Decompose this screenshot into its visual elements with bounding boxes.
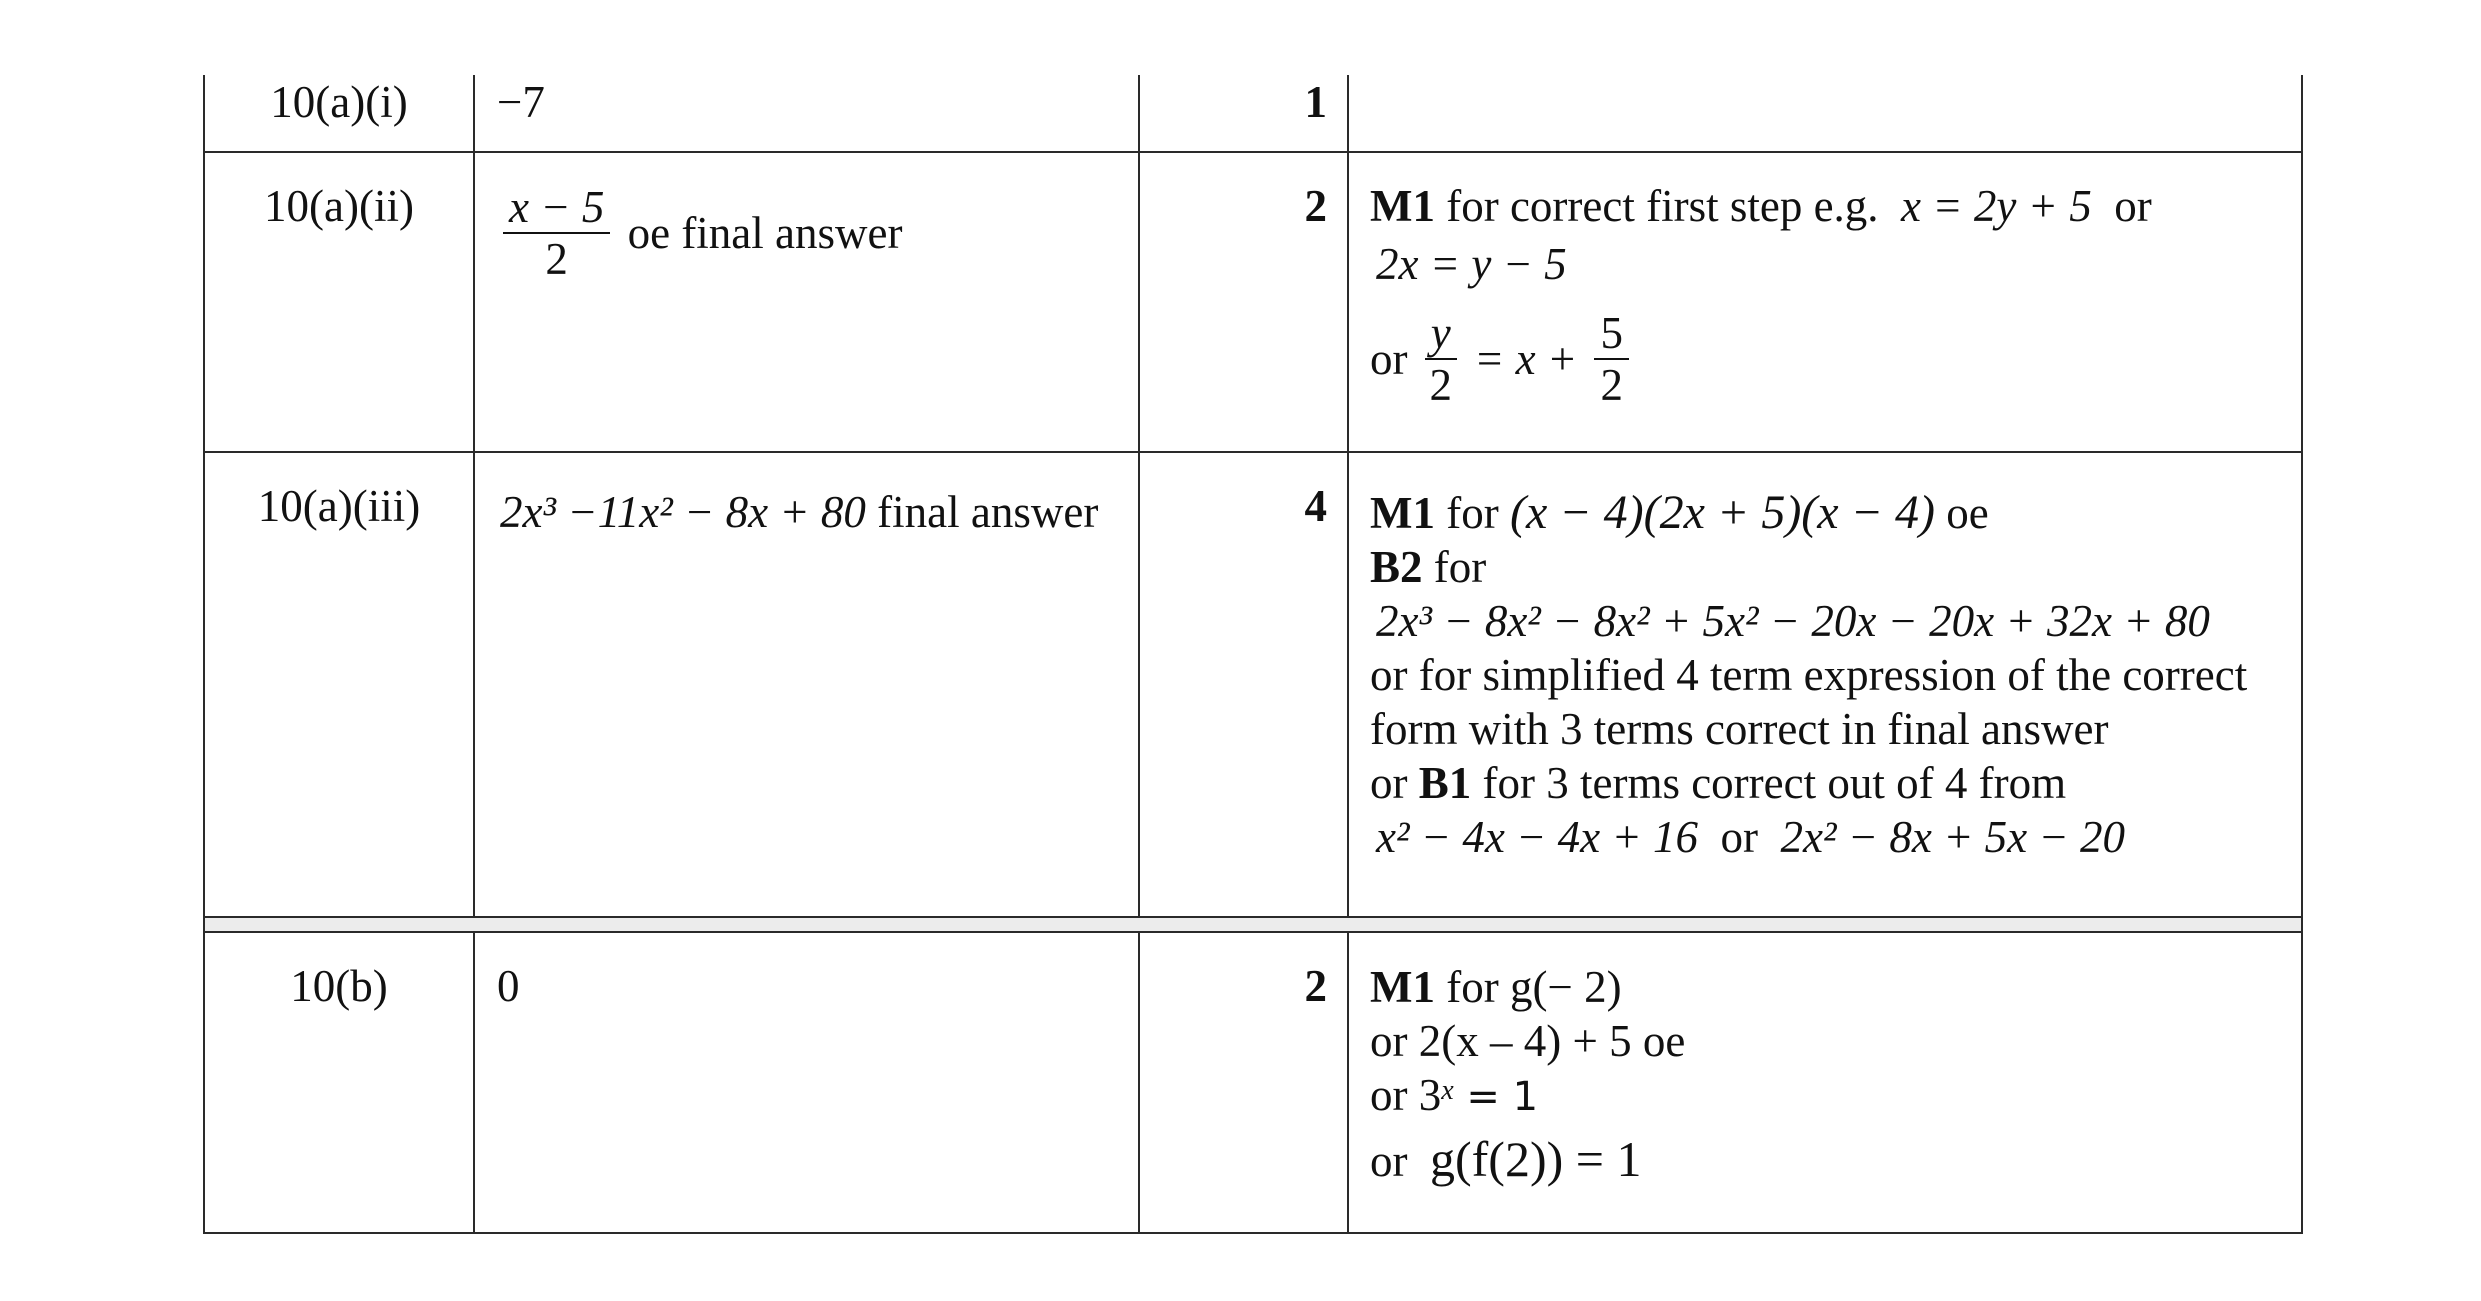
fraction-numerator: y: [1425, 308, 1457, 360]
math-expression: (x − 4)(2x + 5)(x − 4): [1509, 486, 1935, 539]
mark-code: M1: [1370, 962, 1435, 1012]
guidance-text: for g(− 2): [1446, 962, 1622, 1012]
math-expression: g(f(2)) = 1: [1430, 1131, 1642, 1187]
guidance-line: [1370, 960, 2290, 1014]
mark-code: M1: [1370, 181, 1435, 231]
guidance-or: or: [1720, 812, 1759, 862]
fraction-denominator: 2: [1429, 360, 1452, 410]
answer-suffix: final answer: [877, 487, 1099, 537]
guidance-text: for: [1433, 542, 1487, 592]
guidance-or: or: [2114, 181, 2152, 231]
question-number: 10(a)(ii): [264, 181, 414, 231]
question-number: 10(a)(i): [270, 77, 408, 127]
marks-value: 1: [1304, 77, 1327, 127]
guidance-text: form with 3 terms correct in final answer: [1370, 704, 2109, 754]
fraction-denominator: 2: [1600, 360, 1623, 410]
row-divider-1: [203, 151, 2303, 153]
math-expression: x = 2y + 5: [1901, 181, 2092, 231]
guidance-cell: [1370, 486, 2295, 864]
guidance-text: or 3: [1370, 1070, 1442, 1120]
math-expression: 2x = y − 5: [1376, 239, 1567, 289]
guidance-text: for correct first step e.g.: [1446, 181, 1879, 231]
guidance-text: oe: [1946, 488, 1989, 538]
marks-value: 2: [1304, 181, 1327, 231]
question-number: 10(a)(iii): [257, 481, 421, 531]
row-divider-3a: [203, 916, 2303, 918]
guidance-line: [1370, 486, 2295, 540]
answer-cell: [500, 486, 1098, 538]
answer-fraction: [503, 182, 610, 284]
table-border-left: [203, 75, 205, 1232]
marks-value: 4: [1304, 481, 1327, 531]
row-divider-3b: [203, 931, 2303, 933]
guidance-line: [1370, 1068, 2290, 1124]
answer-suffix: oe final answer: [627, 208, 903, 258]
math-expression: 2x³ −11x² − 8x + 80: [500, 487, 866, 537]
row-divider-2: [203, 451, 2303, 453]
fraction-numerator: 5: [1594, 308, 1629, 360]
marks-value: 2: [1304, 961, 1327, 1011]
guidance-cell: [1370, 960, 2290, 1188]
fraction-numerator: x − 5: [503, 182, 610, 234]
guidance-line: [1370, 540, 2295, 594]
guidance-text: for: [1446, 488, 1499, 538]
guidance-text: or 2(x – 4) + 5 oe: [1370, 1016, 1686, 1066]
math-fraction: [1425, 308, 1457, 410]
guidance-or: or: [1370, 758, 1408, 808]
table-border-bottom: [203, 1232, 2303, 1234]
column-divider-3: [1347, 75, 1349, 1232]
guidance-text: for 3 terms correct out of 4 from: [1482, 758, 2067, 808]
math-expression: x² − 4x − 4x + 16: [1376, 812, 1699, 862]
answer-cell: [497, 182, 902, 284]
answer-text: −7: [497, 77, 545, 127]
mark-code: B1: [1418, 758, 1472, 808]
fraction-denominator: 2: [545, 234, 568, 284]
guidance-text: or for simplified 4 term expression of the correct: [1370, 650, 2248, 700]
table-border-right: [2301, 75, 2303, 1232]
exponent: x: [1441, 1075, 1454, 1106]
guidance-line: [1376, 810, 2295, 864]
guidance-text: = 1: [1453, 1074, 1539, 1120]
answer-text: 0: [497, 961, 520, 1011]
mark-code: M1: [1370, 488, 1435, 538]
guidance-line: [1370, 756, 2295, 810]
guidance-line: [1370, 180, 2290, 232]
column-divider-1: [473, 75, 475, 1232]
column-divider-2: [1138, 75, 1140, 1232]
math-fraction: [1594, 308, 1629, 410]
mark-code: B2: [1370, 542, 1423, 592]
math-expression: 2x² − 8x + 5x − 20: [1780, 812, 2126, 862]
guidance-or: or: [1370, 334, 1408, 384]
math-expression: = x +: [1473, 334, 1578, 384]
guidance-line: [1370, 308, 2290, 410]
row-separator-band: [205, 917, 2301, 931]
question-number: 10(b): [290, 961, 388, 1011]
guidance-line: [1370, 1132, 2290, 1188]
guidance-or: or: [1370, 1136, 1408, 1186]
guidance-cell: [1370, 180, 2290, 410]
math-expression: 2x³ − 8x² − 8x² + 5x² − 20x − 20x + 32x + 80: [1376, 596, 2210, 646]
